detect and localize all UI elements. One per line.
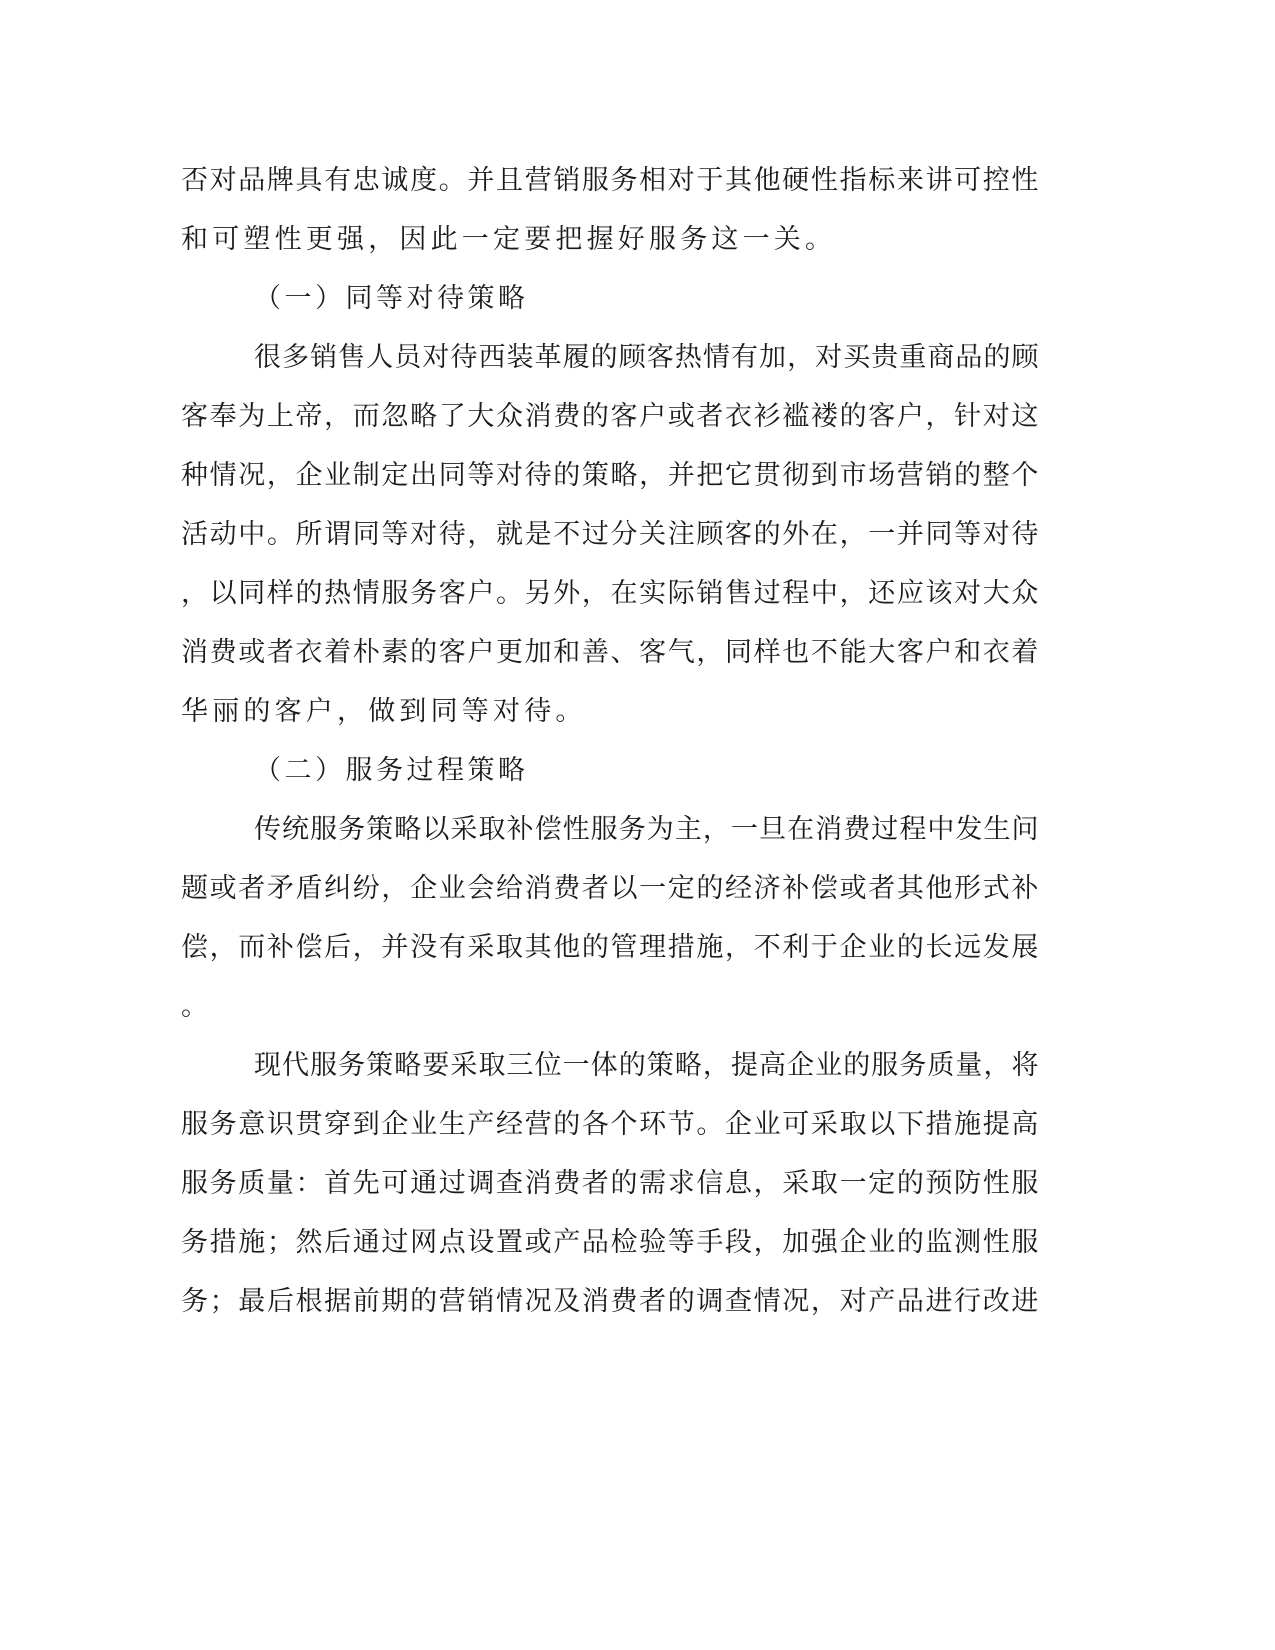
- text-line: 消费或者衣着朴素的客户更加和善、客气，同样也不能大客户和衣着: [181, 637, 1040, 668]
- text-line: 活动中。所谓同等对待，就是不过分关注顾客的外在，一并同等对待: [181, 519, 1040, 550]
- text-line: 服务意识贯穿到企业生产经营的各个环节。企业可采取以下措施提高: [181, 1109, 1040, 1140]
- text-line: ，以同样的热情服务客户。另外，在实际销售过程中，还应该对大众: [181, 578, 1040, 609]
- text-line: 。: [181, 991, 213, 1022]
- section-heading: （一）同等对待策略: [254, 283, 529, 314]
- text-line: 否对品牌具有忠诚度。并且营销服务相对于其他硬性指标来讲可控性: [181, 165, 1040, 196]
- text-line: 服务质量：首先可通过调查消费者的需求信息，采取一定的预防性服: [181, 1168, 1040, 1199]
- text-line: 题或者矛盾纠纷，企业会给消费者以一定的经济补偿或者其他形式补: [181, 873, 1040, 904]
- text-line: 种情况，企业制定出同等对待的策略，并把它贯彻到市场营销的整个: [181, 460, 1040, 491]
- text-line: 很多销售人员对待西装革履的顾客热情有加，对买贵重商品的顾: [254, 342, 1040, 373]
- text-line: 传统服务策略以采取补偿性服务为主，一旦在消费过程中发生问: [254, 814, 1040, 845]
- text-line: 现代服务策略要采取三位一体的策略，提高企业的服务质量，将: [254, 1050, 1040, 1081]
- text-line: 偿，而补偿后，并没有采取其他的管理措施，不利于企业的长远发展: [181, 932, 1040, 963]
- text-line: 客奉为上帝，而忽略了大众消费的客户或者衣衫褴褛的客户，针对这: [181, 401, 1040, 432]
- text-line: 和可塑性更强，因此一定要把握好服务这一关。: [181, 224, 837, 255]
- text-line: 务措施；然后通过网点设置或产品检验等手段，加强企业的监测性服: [181, 1227, 1040, 1258]
- text-line: 华丽的客户，做到同等对待。: [181, 696, 587, 727]
- section-heading: （二）服务过程策略: [254, 755, 529, 786]
- text-line: 务；最后根据前期的营销情况及消费者的调查情况，对产品进行改进: [181, 1286, 1040, 1317]
